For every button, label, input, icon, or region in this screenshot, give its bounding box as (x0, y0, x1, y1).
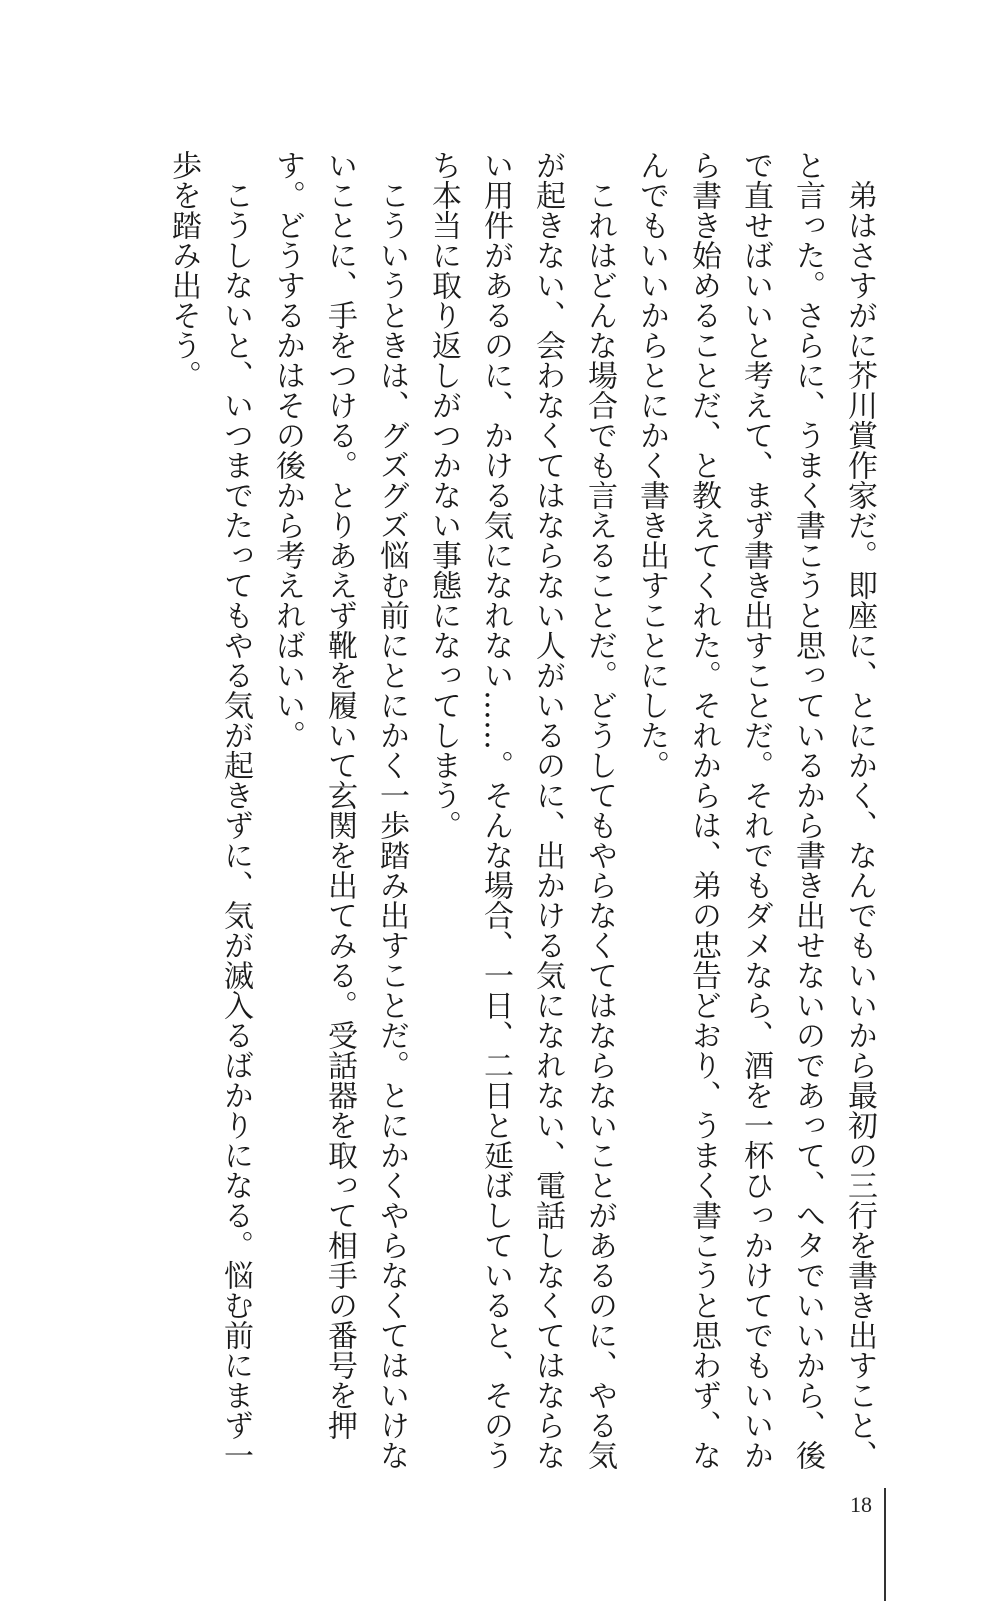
paragraph-4: こうしないと、いつまでたってもやる気が起きずに、気が滅入るばかりになる。悩む前にまず一歩を踏み出そう。 (166, 150, 253, 1470)
page-number: 18 (850, 1492, 872, 1517)
body-text (125, 150, 885, 1490)
paragraph-1: 弟はさすがに芥川賞作家だ。即座に、とにかく、なんでもいいから最初の三行を書き出すこと、と言った。さらに、うまく書こうと思っているから書き出せないのであって、へタでいいから、後で直せばいいと考えて、まず書き出すことだ。それでもダメなら、酒を一杯ひっかけてでもいいから書き始めることだ、と教えてくれた。それからは、弟の忠告どおり、うまく書こうと思わず、なんでもいいからとにかく書き出すことにした。 (634, 150, 877, 1470)
paragraph-3: こういうときは、グズグズ悩む前にとにかく一歩踏み出すことだ。とにかくやらなくてはいけないことに、手をつける。とりあえず靴を履いて玄関を出てみる。受話器を取って相手の番号を押す。どうするかはその後から考えればいい。 (270, 150, 409, 1470)
page-number-rule (884, 1488, 886, 1601)
paragraph-2: これはどんな場合でも言えることだ。どうしてもやらなくてはならないことがあるのに、やる気が起きない、会わなくてはならない人がいるのに、出かける気になれない、電話しなくてはならない用件があるのに、かける気になれない……。そんな場合、一日、二日と延ばしていると、そのうち本当に取り返しがつかない事態になってしまう。 (426, 150, 617, 1470)
